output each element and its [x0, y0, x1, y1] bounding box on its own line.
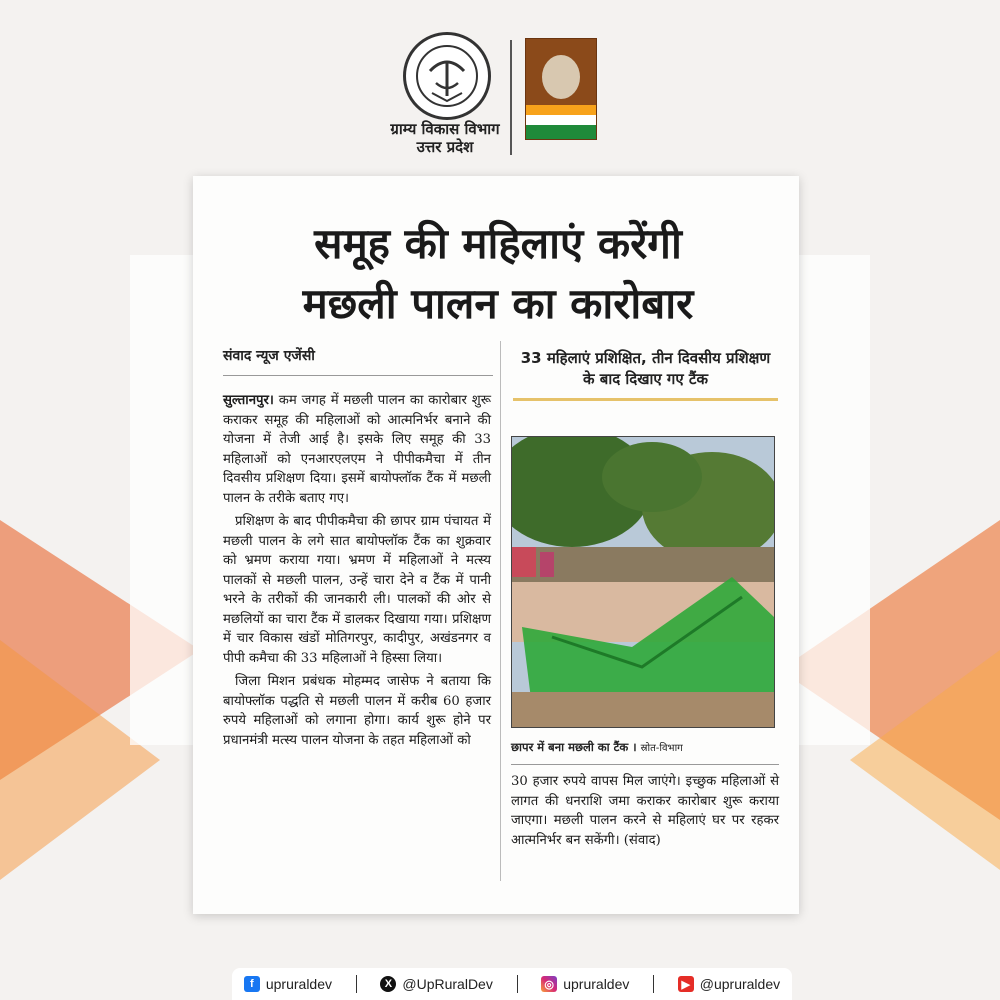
youtube-link[interactable] [678, 976, 780, 992]
state-label: उत्तर प्रदेश [416, 138, 474, 156]
caption-text: छापर में बना मछली का टैंक । [511, 740, 637, 754]
instagram-icon: ◎ [541, 976, 557, 992]
facebook-handle: upruraldev [265, 976, 332, 992]
newspaper-clipping [193, 176, 799, 914]
separator [517, 975, 518, 993]
paragraph: 30 हजार रुपये वापस मिल जाएंगे। इच्छुक महिलाओं से लागत की धनराशि जमा कराकर कारोबार शुरू कराया जाएगा। मछली पालन करने से महिलाएं घर पर रहकर आत्मनिर्भर बन सकेंगी। (संवाद) [511, 774, 779, 848]
fish-tank-photo [511, 436, 775, 728]
mgnrega-logo-icon [525, 38, 597, 140]
article-left-column [223, 391, 491, 754]
background-triangle [850, 650, 1000, 870]
up-govt-emblem-icon [403, 32, 491, 120]
column-divider [500, 341, 501, 881]
department-name [385, 120, 505, 156]
news-agency: संवाद न्यूज एजेंसी [223, 346, 493, 376]
instagram-handle: upruraldev [563, 976, 630, 992]
x-handle: @UpRuralDev [402, 976, 493, 992]
photo-caption [511, 740, 779, 755]
photo-source: स्रोत-विभाग [640, 743, 683, 754]
social-bar [232, 968, 792, 1000]
paragraph: प्रशिक्षण के बाद पीपीकमैचा की छापर ग्राम पंचायत में मछली पालन के लगे सात बायोफ्लॉक टैंक का शुक्रवार को भ्रमण कराया गया। भ्रमण में महिलाओं ने मत्स्य पालकों से मछली पालन, उन्हें चारा देने व टैंक में पानी भरने के तरीकों की जानकारी ली। पालकों की ओर से मछलियों का चारा टैंक में डालकर दिखाया गया। प्रशिक्षण में चार विकास खंडों मोतिगरपुर, कादीपुर, अखंडनगर व पीपी कमैचा की 33 महिलाओं ने हिस्सा लिया। [223, 514, 491, 666]
facebook-link[interactable] [244, 976, 332, 992]
separator [653, 975, 654, 993]
article-right-column [511, 772, 779, 850]
youtube-handle: @upruraldev [699, 976, 781, 992]
paragraph [223, 391, 491, 508]
instagram-link[interactable] [541, 976, 629, 992]
paragraph-text: कम जगह में मछली पालन का कारोबार शुरू कराकर समूह की महिलाओं को आत्मनिर्भर बनाने की योजना में तेजी आई है। इसके लिए समूह की 33 महिलाओं को एनआरएलएम ने पीपीकमैचा में तीन दिवसीय प्रशिक्षण दिया। इसमें बायोफ्लॉक टैंक में मछली पालन के तरीके बताए गए। [223, 393, 491, 506]
facebook-icon: f [244, 976, 260, 992]
separator [356, 975, 357, 993]
youtube-icon: ▶ [678, 976, 694, 992]
headline-line-1: समूह की महिलाएं करेंगी [314, 219, 682, 268]
x-icon: X [380, 976, 396, 992]
subheadline: 33 महिलाएं प्रशिक्षित, तीन दिवसीय प्रशिक्षण के बाद दिखाए गए टैंक [513, 348, 778, 401]
headline [213, 214, 783, 334]
paragraph: जिला मिशन प्रबंधक मोहम्मद जासेफ ने बताया कि बायोफ्लॉक पद्धति से मछली पालन में करीब 60 हजार रुपये महिलाओं को लगाना होगा। कार्य शुरू होने पर प्रधानमंत्री मत्स्य पालन योजना के तहत महिलाओं को [223, 674, 491, 748]
headline-line-2: मछली पालन का कारोबार [302, 279, 694, 328]
department-label: ग्राम्य विकास विभाग [390, 120, 500, 138]
caption-divider [511, 764, 779, 765]
header-logos [385, 30, 615, 160]
dateline: सुल्तानपुर। [223, 393, 274, 408]
logo-divider [510, 40, 512, 155]
x-link[interactable] [380, 976, 492, 992]
